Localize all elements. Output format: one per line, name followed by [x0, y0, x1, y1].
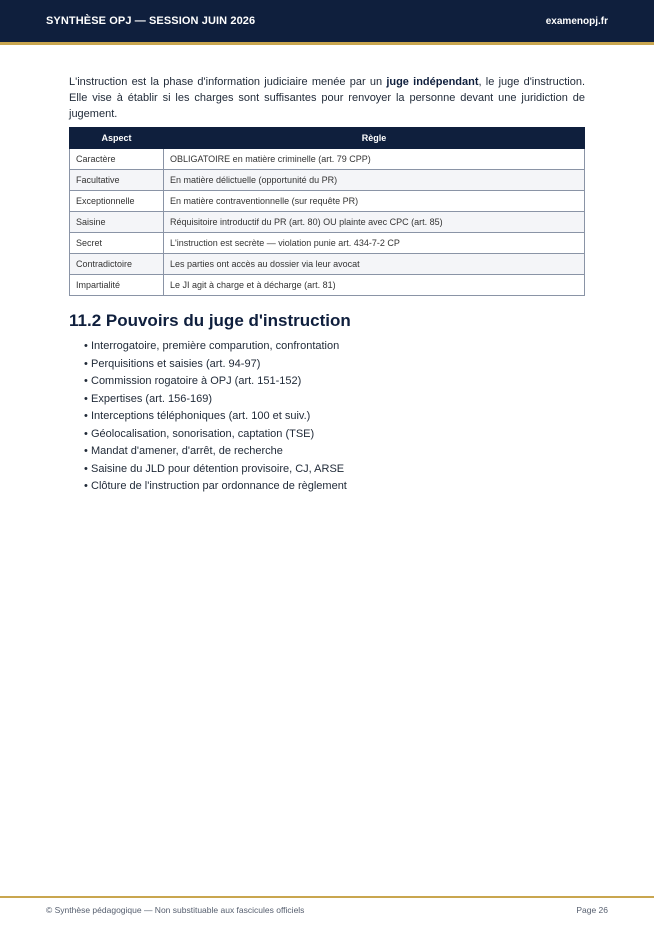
- list-item-text: Saisine du JLD pour détention provisoire, CJ, ARSE: [91, 462, 345, 475]
- table-row: [70, 191, 585, 212]
- row-rule: En matière contraventionnelle (sur requête PR): [164, 191, 585, 212]
- row-rule: Les parties ont accès au dossier via leur avocat: [164, 254, 585, 275]
- row-rule: L'instruction est secrète — violation punie art. 434-7-2 CP: [164, 233, 585, 254]
- intro-text-after: , le juge d'instruction. Elle vise à établir si les charges sont suffisantes pour renvoyer la personne devant une juridiction de jugement.: [69, 76, 585, 120]
- header-site: examenopj.fr: [545, 16, 608, 27]
- row-aspect: Secret: [70, 233, 164, 254]
- bullet-icon: •: [84, 410, 88, 422]
- list-item-text: Clôture de l'instruction par ordonnance de règlement: [91, 480, 347, 492]
- footer-divider: [0, 896, 654, 898]
- list-item: [84, 391, 347, 409]
- list-item: [84, 338, 347, 356]
- page-number: Page 26: [576, 905, 608, 915]
- bullet-icon: •: [84, 375, 88, 387]
- list-item-text: Commission rogatoire à OPJ (art. 151-152): [91, 375, 302, 387]
- row-rule: OBLIGATOIRE en matière criminelle (art. 79 CPP): [164, 149, 585, 170]
- list-item: [84, 478, 347, 496]
- row-rule: Réquisitoire introductif du PR (art. 80) OU plainte avec CPC (art. 85): [164, 212, 585, 233]
- list-item: [84, 373, 347, 391]
- row-rule: En matière délictuelle (opportunité du PR): [164, 170, 585, 191]
- table-row: [70, 275, 585, 296]
- row-rule: Le JI agit à charge et à décharge (art. 81): [164, 275, 585, 296]
- list-item: [84, 356, 347, 374]
- list-item: [84, 443, 347, 461]
- footer-disclaimer: © Synthèse pédagogique — Non substituable aux fascicules officiels: [46, 905, 305, 915]
- intro-bold-text: juge indépendant: [386, 76, 479, 88]
- table-row: [70, 254, 585, 275]
- row-aspect: Contradictoire: [70, 254, 164, 275]
- list-item-text: Perquisitions et saisies (art. 94-97): [91, 357, 261, 370]
- bullet-icon: •: [84, 462, 88, 475]
- table-row: [70, 212, 585, 233]
- list-item: [84, 461, 347, 479]
- list-item-text: Mandat d'amener, d'arrêt, de recherche: [91, 445, 283, 457]
- bullet-icon: •: [84, 340, 88, 352]
- table-header-row: [70, 128, 585, 149]
- row-aspect: Exceptionnelle: [70, 191, 164, 212]
- intro-paragraph: [69, 74, 585, 122]
- list-item-text: Expertises (art. 156-169): [91, 392, 213, 405]
- header-aspect: Aspect: [70, 128, 164, 149]
- powers-list: [84, 338, 347, 496]
- bullet-icon: •: [84, 445, 88, 457]
- table-row: [70, 170, 585, 191]
- row-aspect: Caractère: [70, 149, 164, 170]
- row-aspect: Impartialité: [70, 275, 164, 296]
- header-title: SYNTHÈSE OPJ — SESSION JUIN 2026: [46, 15, 256, 27]
- row-aspect: Facultative: [70, 170, 164, 191]
- page-header: [0, 0, 654, 45]
- list-item-text: Géolocalisation, sonorisation, captation (TSE): [91, 427, 315, 440]
- list-item: [84, 426, 347, 444]
- header-rule: Règle: [164, 128, 585, 149]
- bullet-icon: •: [84, 357, 88, 370]
- list-item-text: Interceptions téléphoniques (art. 100 et suiv.): [91, 410, 311, 422]
- bullet-icon: •: [84, 392, 88, 405]
- row-aspect: Saisine: [70, 212, 164, 233]
- list-item: [84, 408, 347, 426]
- table-row: [70, 149, 585, 170]
- bullet-icon: •: [84, 427, 88, 440]
- intro-text-before: L'instruction est la phase d'information judiciaire menée par un: [69, 76, 387, 88]
- list-item-text: Interrogatoire, première comparution, confrontation: [91, 340, 340, 352]
- rules-table: [69, 127, 585, 296]
- bullet-icon: •: [84, 480, 88, 492]
- section-title: 11.2 Pouvoirs du juge d'instruction: [69, 311, 351, 330]
- table-row: [70, 233, 585, 254]
